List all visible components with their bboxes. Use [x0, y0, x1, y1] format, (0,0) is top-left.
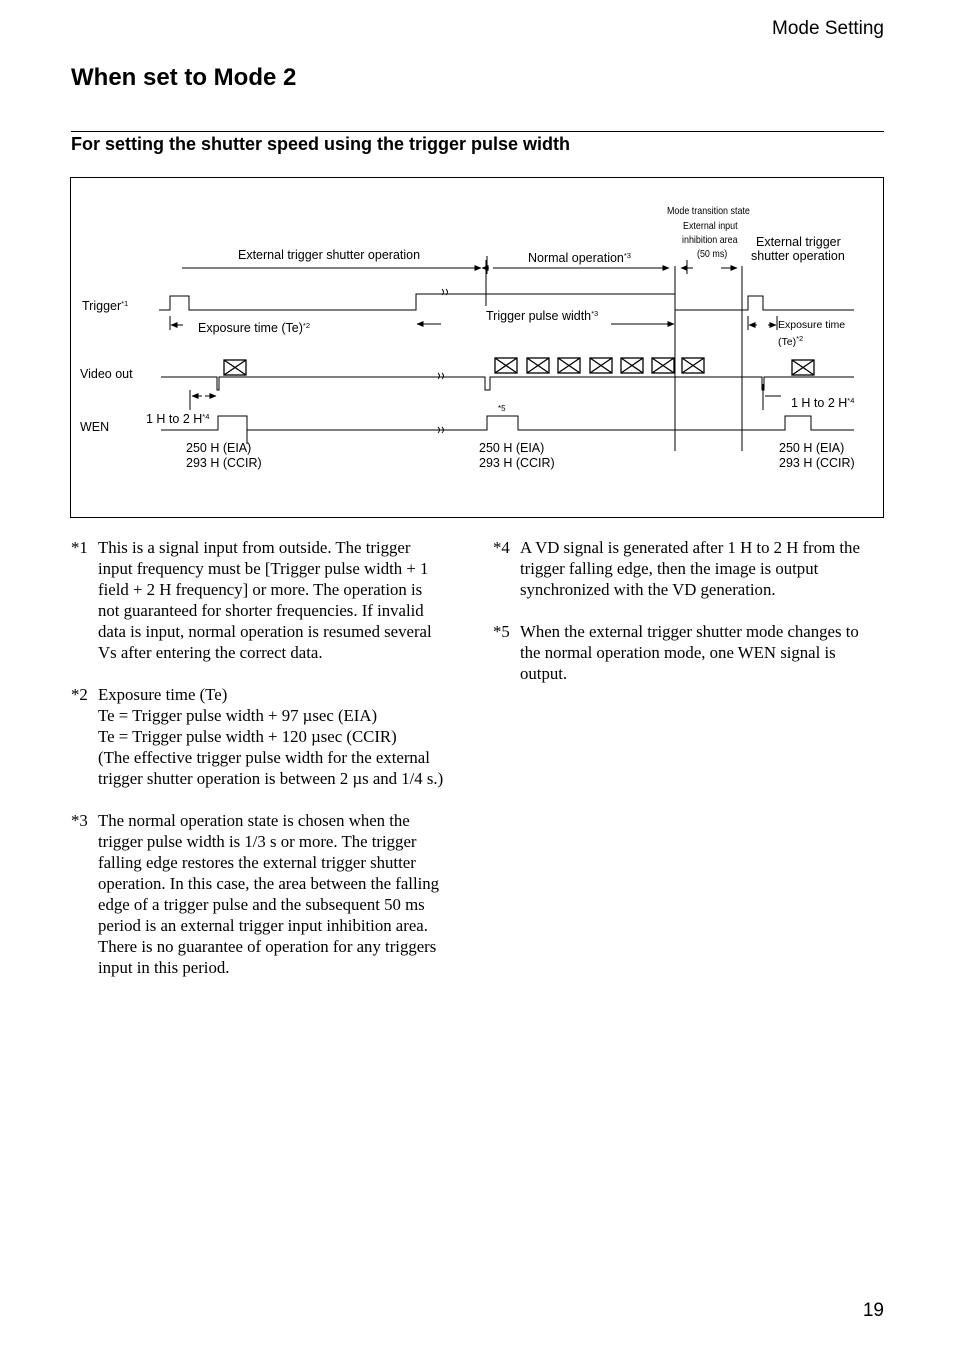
footnote-line: input in this period. [98, 958, 230, 977]
footnote-line: synchronized with the VD generation. [520, 580, 776, 599]
footnote-mark: *5 [493, 622, 510, 641]
footnote-line: not guaranteed for shorter frequencies. If invalid [98, 601, 424, 620]
label-ext-trigger-right-1: External trigger [756, 235, 841, 249]
section-subtitle: For setting the shutter speed using the trigger pulse width [71, 134, 571, 154]
footnotes-right [493, 537, 888, 705]
footnote-2 [71, 684, 471, 789]
footnote-line: Te = Trigger pulse width + 120 µsec (CCIR) [98, 727, 397, 746]
footnote-3 [71, 810, 471, 978]
footnote-line: Exposure time (Te) [98, 685, 228, 704]
label-exposure-right-1: Exposure time [778, 319, 846, 331]
section-divider [71, 131, 884, 132]
label-wen-eia-1: 250 H (EIA) [186, 441, 252, 455]
footnote-mark: *3 [71, 811, 88, 830]
label-normal-op: Normal operation$^{*3}$ [528, 251, 631, 265]
label-inhibition-2: inhibition area [682, 234, 738, 246]
video-frame [652, 358, 674, 373]
label-footnote-5: *5 [498, 404, 506, 413]
footnote-1 [71, 537, 471, 663]
footnote-line: the normal operation mode, one WEN signal is [520, 643, 836, 662]
footnote-mark: *4 [493, 538, 510, 557]
footnote-5 [493, 621, 888, 684]
video-frame [621, 358, 643, 373]
footnote-line: period is an external trigger input inhibition area. [98, 916, 428, 935]
label-wen-ccir-1: 293 H (CCIR) [186, 456, 262, 470]
video-frame [527, 358, 549, 373]
footnotes-left [71, 537, 471, 999]
footnote-line: trigger falling edge, then the image is output [520, 559, 819, 578]
label-wen-ccir-3: 293 H (CCIR) [779, 456, 855, 470]
footnote-line: operation. In this case, the area between the falling [98, 874, 440, 893]
timing-diagram [70, 177, 884, 518]
label-wen-eia-3: 250 H (EIA) [779, 441, 845, 455]
footnote-line: Te = Trigger pulse width + 97 µsec (EIA) [98, 706, 378, 725]
footnote-line: input frequency must be [Trigger pulse width + 1 [98, 559, 429, 578]
signal-label-trigger: Trigger$^{*1}$ [82, 299, 129, 313]
footnote-line: edge of a trigger pulse and the subsequent 50 ms [98, 895, 425, 914]
footnote-line: This is a signal input from outside. The trigger [98, 538, 411, 557]
label-ext-trigger-op: External trigger shutter operation [238, 248, 421, 262]
label-inhibition-1: External input [683, 220, 738, 232]
section-label: Mode Setting [772, 18, 884, 39]
label-trigger-pulse-width: Trigger pulse width$^{*3}$ [486, 309, 599, 323]
page-number: 19 [862, 1300, 884, 1321]
signal-label-wen: WEN [80, 420, 110, 434]
label-inhibition-3: (50 ms) [697, 248, 728, 260]
page-title: When set to Mode 2 [71, 64, 297, 91]
footnote-4 [493, 537, 888, 600]
label-h-delay-right: 1 H to 2 $H^{*4}$ [791, 396, 855, 410]
signal-label-video-out: Video out [80, 367, 133, 381]
video-frame [590, 358, 612, 373]
video-frame [495, 358, 517, 373]
video-frame [558, 358, 580, 373]
footnote-line: trigger pulse width is 1/3 s or more. The trigger [98, 832, 417, 851]
footnote-line: Vs after entering the correct data. [98, 643, 323, 662]
label-h-delay-left: 1 H to 2 $H^{*4}$ [146, 412, 210, 426]
label-exposure-time: Exposure time $(Te)^{*2}$ [198, 321, 310, 335]
footnote-line: When the external trigger shutter mode changes to [520, 622, 859, 641]
footnote-mark: *2 [71, 685, 88, 704]
footnote-line: falling edge restores the external trigger shutter [98, 853, 416, 872]
footnote-line: There is no guarantee of operation for any triggers [98, 937, 437, 956]
label-wen-ccir-2: 293 H (CCIR) [479, 456, 555, 470]
footnote-line: The normal operation state is chosen when the [98, 811, 410, 830]
footnote-line: field + 2 H frequency] or more. The operation is [98, 580, 423, 599]
video-out-waveform [161, 377, 854, 390]
footnote-line: A VD signal is generated after 1 H to 2 H from the [520, 538, 860, 557]
break-mark-video [438, 373, 444, 379]
video-frame [224, 360, 246, 375]
footnote-line: data is input, normal operation is resumed several [98, 622, 432, 641]
label-wen-eia-2: 250 H (EIA) [479, 441, 545, 455]
label-exposure-right-2: $(Te)^{*2}$ [778, 334, 804, 348]
footnote-line: output. [520, 664, 568, 683]
wen-waveform [161, 416, 854, 430]
footnote-line: (The effective trigger pulse width for the external [98, 748, 430, 767]
video-frame [682, 358, 704, 373]
label-mode-transition: Mode transition state [667, 205, 750, 217]
footnote-line: trigger shutter operation is between 2 µs and 1/4 s.) [98, 769, 444, 788]
label-ext-trigger-right-2: shutter operation [751, 249, 845, 263]
footnote-mark: *1 [71, 538, 88, 557]
video-frame [792, 360, 814, 375]
